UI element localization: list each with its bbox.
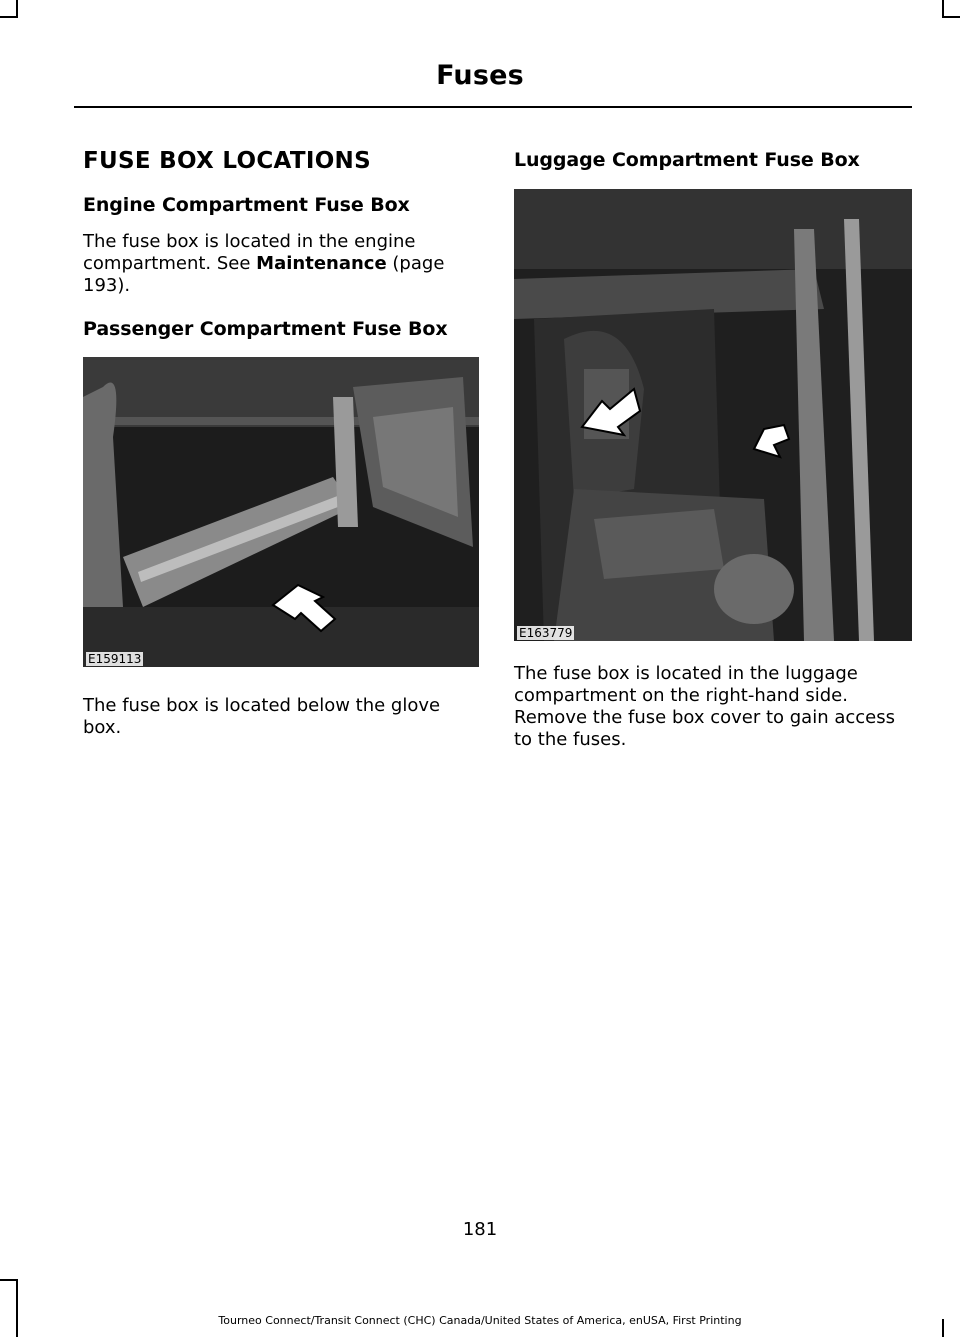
passenger-fuse-box-caption: The fuse box is located below the glove box. (83, 695, 441, 738)
figure-label: E159113 (88, 652, 142, 666)
passenger-fuse-box-image (83, 357, 479, 667)
maintenance-link[interactable]: Maintenance (256, 253, 387, 274)
footer-text: Tourneo Connect/Transit Connect (CHC) Canada/United States of America, enUSA, First Printing (218, 1314, 742, 1327)
engine-fuse-box-heading: Engine Compartment Fuse Box (83, 194, 410, 216)
engine-fuse-box-text: The fuse box is located in the engine compartment. See Maintenance (page 193). (83, 231, 445, 296)
luggage-fuse-box-caption: The fuse box is located in the luggage compartment on the right-hand side. Remove the fuse box cover to gain access to the fuses. (514, 663, 895, 750)
right-column (514, 145, 912, 751)
header-divider (74, 106, 912, 108)
page-number: 181 (462, 1219, 498, 1240)
crop-mark (0, 1279, 18, 1281)
left-column (83, 145, 479, 739)
luggage-fuse-box-image (514, 189, 912, 641)
crop-mark (0, 16, 18, 18)
section-title: FUSE BOX LOCATIONS (83, 148, 371, 174)
figure-label: E163779 (519, 626, 573, 640)
page-title: Fuses (436, 60, 524, 91)
crop-mark (16, 1279, 18, 1337)
luggage-fuse-box-heading: Luggage Compartment Fuse Box (514, 149, 860, 171)
passenger-fuse-box-heading: Passenger Compartment Fuse Box (83, 318, 448, 340)
crop-mark (942, 16, 960, 18)
